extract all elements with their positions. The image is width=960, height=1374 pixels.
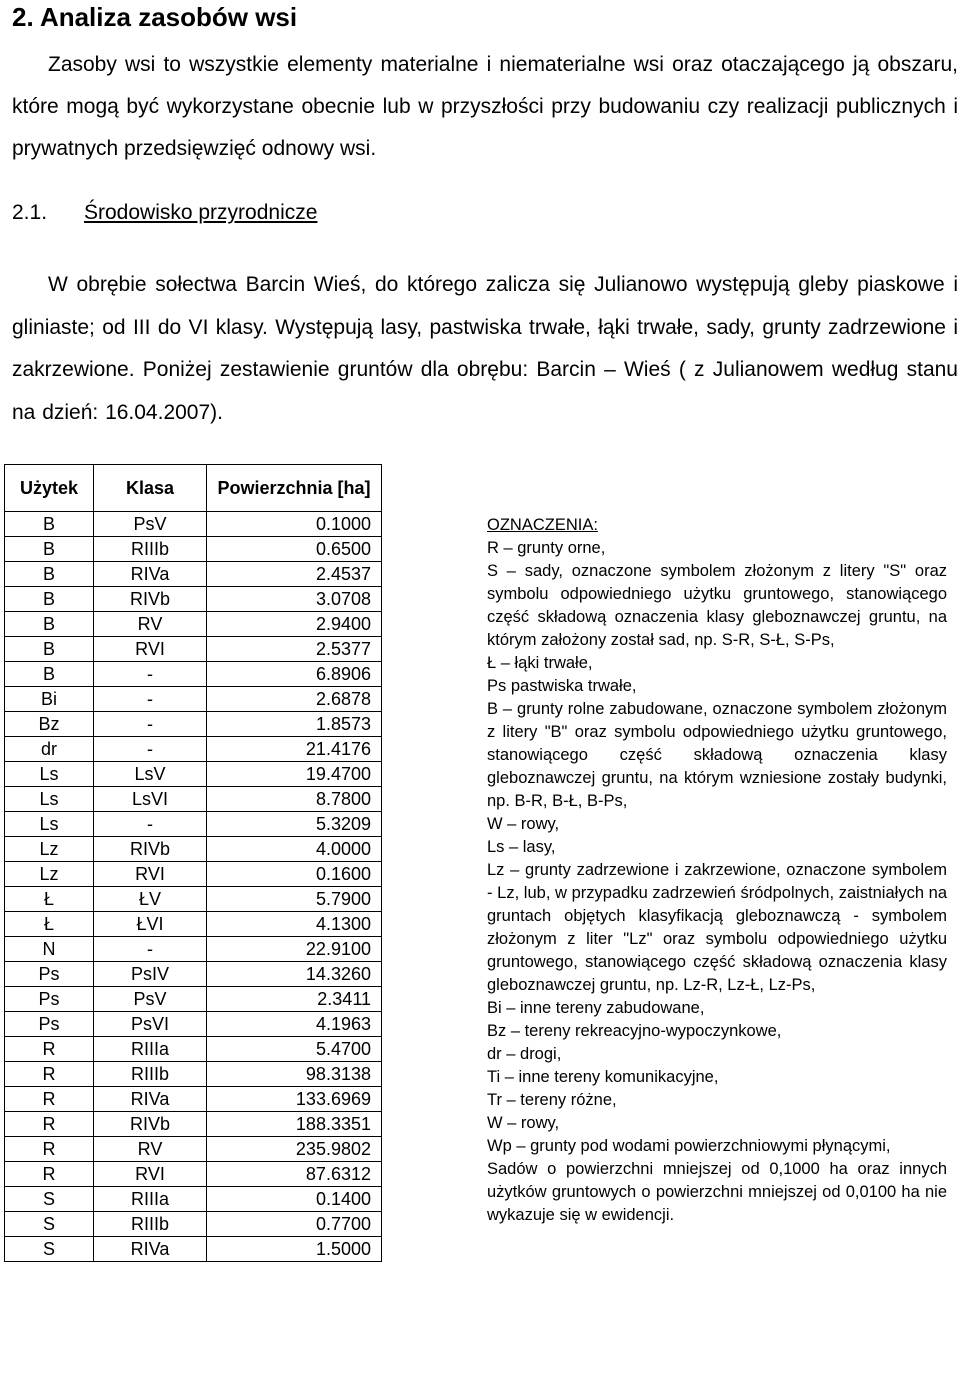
cell-klasa: RIVb [94,837,207,862]
intro-paragraph: Zasoby wsi to wszystkie elementy materialne i niematerialne wsi oraz otaczającego ją obszaru, które mogą być wykorzystane obecnie lub w przyszłości przy budowaniu czy realizacji publicznych i prywatnych przedsięwzięć odnowy wsi. [12,53,958,160]
legend-item: Ls – lasy, [487,838,556,856]
legend-item: Sadów o powierzchni mniejszej od 0,1000 ha oraz innych użytków gruntowych o powierzchni mniejszej od 0,0100 ha nie wykazuje się w ewidencji. [487,1160,947,1224]
table-row [5,837,382,862]
cell-uzytek: B [5,587,94,612]
cell-klasa: RVI [94,862,207,887]
table-row [5,1062,382,1087]
section-heading: 2. Analiza zasobów wsi [12,2,298,32]
cell-uzytek: R [5,1162,94,1187]
cell-powierzchnia: 6.8906 [207,662,382,687]
cell-klasa: LsV [94,762,207,787]
cell-powierzchnia: 4.1300 [207,912,382,937]
cell-uzytek: R [5,1062,94,1087]
cell-uzytek: S [5,1237,94,1262]
table-row [5,512,382,537]
cell-klasa: - [94,712,207,737]
cell-powierzchnia: 0.1600 [207,862,382,887]
cell-uzytek: Ls [5,787,94,812]
cell-powierzchnia: 133.6969 [207,1087,382,1112]
cell-klasa: RVI [94,1162,207,1187]
cell-klasa: RIIIa [94,1037,207,1062]
cell-uzytek: Ps [5,987,94,1012]
cell-uzytek: R [5,1087,94,1112]
cell-powierzchnia: 5.3209 [207,812,382,837]
table-row [5,887,382,912]
table-row [5,562,382,587]
cell-klasa: - [94,937,207,962]
legend-item: W – rowy, [487,1114,560,1132]
cell-klasa: RIIIa [94,1187,207,1212]
cell-powierzchnia: 2.5377 [207,637,382,662]
legend-list [487,537,947,1227]
table-row [5,612,382,637]
cell-powierzchnia: 235.9802 [207,1137,382,1162]
table-row [5,937,382,962]
table-row [5,812,382,837]
table-row [5,1237,382,1262]
table-row [5,1087,382,1112]
cell-powierzchnia: 98.3138 [207,1062,382,1087]
cell-powierzchnia: 188.3351 [207,1112,382,1137]
table-row [5,912,382,937]
cell-powierzchnia: 1.5000 [207,1237,382,1262]
cell-uzytek: R [5,1137,94,1162]
legend-item: R – grunty orne, [487,539,606,557]
cell-uzytek: B [5,512,94,537]
header-powierzchnia: Powierzchnia [ha] [207,465,382,512]
cell-uzytek: Lz [5,862,94,887]
cell-uzytek: B [5,637,94,662]
table-row [5,1012,382,1037]
cell-uzytek: Bi [5,687,94,712]
cell-uzytek: N [5,937,94,962]
cell-powierzchnia: 2.4537 [207,562,382,587]
table-row [5,662,382,687]
cell-powierzchnia: 4.0000 [207,837,382,862]
legend-item: dr – drogi, [487,1045,562,1063]
cell-uzytek: Ls [5,762,94,787]
cell-klasa: PsV [94,987,207,1012]
cell-klasa: LsVI [94,787,207,812]
cell-klasa: ŁVI [94,912,207,937]
legend-item: Bz – tereny rekreacyjno-wypoczynkowe, [487,1022,782,1040]
cell-powierzchnia: 22.9100 [207,937,382,962]
cell-uzytek: R [5,1112,94,1137]
table-row [5,737,382,762]
cell-uzytek: Ł [5,912,94,937]
cell-uzytek: Ł [5,887,94,912]
cell-klasa: ŁV [94,887,207,912]
cell-powierzchnia: 3.0708 [207,587,382,612]
header-klasa: Klasa [94,465,207,512]
cell-klasa: RIIIb [94,537,207,562]
cell-klasa: - [94,662,207,687]
cell-klasa: RIVa [94,1087,207,1112]
cell-uzytek: B [5,537,94,562]
table-row [5,787,382,812]
legend-item: Ps pastwiska trwałe, [487,677,637,695]
legend-item: W – rowy, [487,815,560,833]
subsection-number: 2.1. [12,201,48,224]
table-row [5,1162,382,1187]
cell-uzytek: Bz [5,712,94,737]
cell-klasa: RIVb [94,587,207,612]
cell-klasa: PsV [94,512,207,537]
table-row [5,987,382,1012]
cell-powierzchnia: 5.4700 [207,1037,382,1062]
cell-powierzchnia: 0.1000 [207,512,382,537]
table-row [5,962,382,987]
cell-powierzchnia: 2.9400 [207,612,382,637]
cell-uzytek: dr [5,737,94,762]
cell-powierzchnia: 87.6312 [207,1162,382,1187]
table-row [5,1212,382,1237]
cell-uzytek: B [5,662,94,687]
header-uzytek: Użytek [5,465,94,512]
cell-klasa: - [94,687,207,712]
cell-powierzchnia: 0.1400 [207,1187,382,1212]
cell-klasa: RIIIb [94,1062,207,1087]
legend-item: Tr – tereny różne, [487,1091,617,1109]
cell-powierzchnia: 8.7800 [207,787,382,812]
table-row [5,1037,382,1062]
cell-powierzchnia: 0.6500 [207,537,382,562]
subsection-heading [12,198,317,228]
cell-powierzchnia: 4.1963 [207,1012,382,1037]
cell-klasa: RIIIb [94,1212,207,1237]
legend-heading: OZNACZENIA: [487,516,598,534]
land-use-table [4,464,382,1262]
table-row [5,587,382,612]
table-row [5,1112,382,1137]
cell-uzytek: R [5,1037,94,1062]
cell-powierzchnia: 14.3260 [207,962,382,987]
cell-klasa: PsVI [94,1012,207,1037]
table-row [5,637,382,662]
table-header-row [5,465,382,512]
cell-klasa: PsIV [94,962,207,987]
table-row [5,862,382,887]
cell-powierzchnia: 19.4700 [207,762,382,787]
cell-uzytek: Ps [5,962,94,987]
body-paragraph: W obrębie sołectwa Barcin Wieś, do którego zalicza się Julianowo występują gleby piaskowe i gliniaste; od III do VI klasy. Występują lasy, pastwiska trwałe, łąki trwałe, sady, grunty zadrzewione i zakrzewione. Poniżej zestawienie gruntów dla obrębu: Barcin – Wieś ( z Julianowem według stanu na dzień: 16.04.2007). [12,273,958,424]
legend-item: Ti – inne tereny komunikacyjne, [487,1068,719,1086]
cell-powierzchnia: 5.7900 [207,887,382,912]
cell-powierzchnia: 2.3411 [207,987,382,1012]
legend-item: Ł – łąki trwałe, [487,654,593,672]
cell-uzytek: Ls [5,812,94,837]
legend-item: Wp – grunty pod wodami powierzchniowymi płynącymi, [487,1137,891,1155]
cell-powierzchnia: 1.8573 [207,712,382,737]
table-body [5,512,382,1262]
table-row [5,712,382,737]
legend-item: B – grunty rolne zabudowane, oznaczone symbolem złożonym z litery "B" oraz symbolu odpowiedniego użytku gruntowego, stanowiącego część składową oznaczenia klasy gleboznawczej gruntu, na którym wzniesione zostały budynki, np. B-R, B-Ł, B-Ps, [487,700,947,810]
cell-uzytek: Lz [5,837,94,862]
cell-klasa: RIVa [94,1237,207,1262]
legend [487,514,947,1227]
cell-uzytek: S [5,1212,94,1237]
cell-uzytek: B [5,562,94,587]
cell-klasa: RVI [94,637,207,662]
cell-powierzchnia: 0.7700 [207,1212,382,1237]
cell-klasa: RIVb [94,1112,207,1137]
legend-item: S – sady, oznaczone symbolem złożonym z litery "S" oraz symbolu odpowiedniego użytku gruntowego, stanowiącego część składową oznaczenia klasy gleboznawczej gruntu, na którym założony został sad, np. S-R, S-Ł, S-Ps, [487,562,947,649]
cell-klasa: RV [94,1137,207,1162]
table-row [5,687,382,712]
cell-klasa: - [94,812,207,837]
cell-klasa: RV [94,612,207,637]
table-row [5,1187,382,1212]
cell-powierzchnia: 21.4176 [207,737,382,762]
table-row [5,762,382,787]
legend-item: Bi – inne tereny zabudowane, [487,999,705,1017]
cell-uzytek: B [5,612,94,637]
cell-klasa: - [94,737,207,762]
table-row [5,1137,382,1162]
table-row [5,537,382,562]
cell-klasa: RIVa [94,562,207,587]
subsection-title: Środowisko przyrodnicze [84,201,318,224]
cell-uzytek: Ps [5,1012,94,1037]
cell-uzytek: S [5,1187,94,1212]
legend-item: Lz – grunty zadrzewione i zakrzewione, oznaczone symbolem - Lz, lub, w przypadku zadrzewień śródpolnych, zaistniałych na gruntach objętych klasyfikacją gleboznawczą - symbolem złożonym z liter "Lz" oraz symbolu odpowiedniego użytku gruntowego, stanowiącego część składową oznaczenia klasy gleboznawczej gruntu, np. Lz-R, Lz-Ł, Lz-Ps, [487,861,947,994]
cell-powierzchnia: 2.6878 [207,687,382,712]
